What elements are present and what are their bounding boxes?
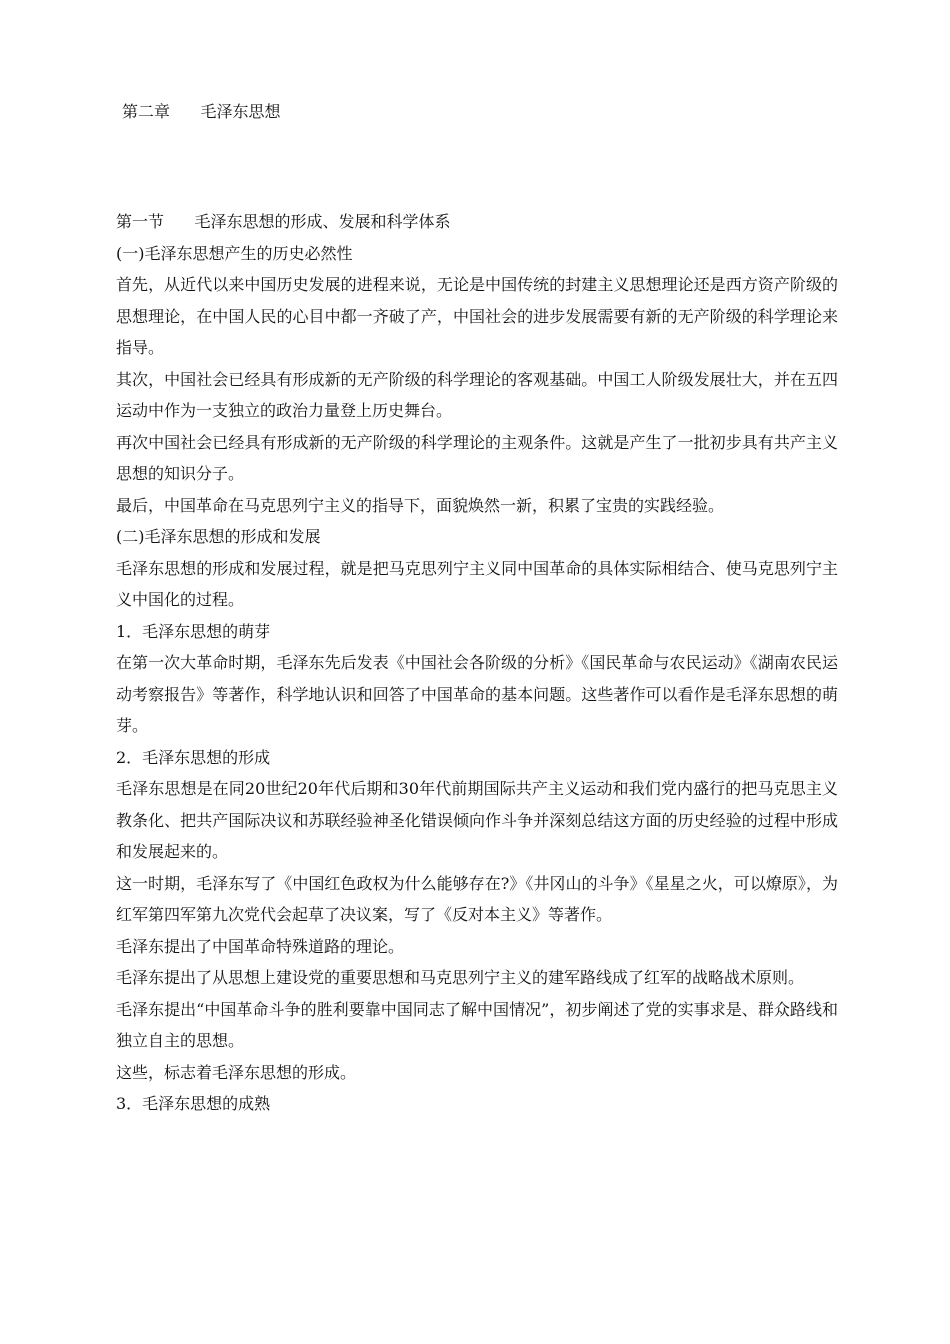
paragraph: 毛泽东思想是在同20世纪20年代后期和30年代前期国际共产主义运动和我们党内盛行的把马克思主义教条化、把共产国际决议和苏联经验神圣化错误倾向作斗争并深刻总结这方面的历史经验的过程中形成和发展起来的。 (116, 779, 838, 861)
paragraph: 最后，中国革命在马克思列宁主义的指导下，面貌焕然一新，积累了宝贵的实践经验。 (116, 495, 725, 515)
section-title: 第一节 毛泽东思想的形成、发展和科学体系 (116, 212, 451, 231)
numbered-heading: 3．毛泽东思想的成熟 (116, 1094, 271, 1113)
numbered-heading: 1．毛泽东思想的萌芽 (116, 621, 271, 641)
chapter-title: 第二章 毛泽东思想 (122, 102, 281, 121)
subsection-heading: (二)毛泽东思想的形成和发展 (116, 527, 321, 546)
paragraph: 毛泽东思想的形成和发展过程，就是把马克思列宁主义同中国革命的具体实际相结合、使马克思列宁主义中国化的过程。 (116, 558, 838, 609)
subsection-heading: (一)毛泽东思想产生的历史必然性 (116, 243, 353, 263)
paragraph: 毛泽东提出了中国革命特殊道路的理论。 (116, 936, 405, 956)
paragraph: 毛泽东提出了从思想上建设党的重要思想和马克思列宁主义的建军路线成了红军的战略战术原则。 (116, 968, 805, 987)
paragraph: 首先，从近代以来中国历史发展的进程来说，无论是中国传统的封建主义思想理论还是西方资产阶级的思想理论，在中国人民的心目中都一齐破了产，中国社会的进步发展需要有新的无产阶级的科学理论来指导。 (116, 275, 838, 357)
document-body (116, 206, 838, 1120)
paragraph: 其次，中国社会已经具有形成新的无产阶级的科学理论的客观基础。中国工人阶级发展壮大，并在五四运动中作为一支独立的政治力量登上历史舞台。 (116, 369, 838, 420)
paragraph: 在第一次大革命时期，毛泽东先后发表《中国社会各阶级的分析》《国民革命与农民运动》《湖南农民运动考察报告》等著作，科学地认识和回答了中国革命的基本问题。这些著作可以看作是毛泽东思想的萌芽。 (116, 653, 838, 735)
paragraph: 这些，标志着毛泽东思想的形成。 (116, 1062, 357, 1082)
paragraph: 再次中国社会已经具有形成新的无产阶级的科学理论的主观条件。这就是产生了一批初步具有共产主义思想的知识分子。 (116, 432, 838, 483)
paragraph: 这一时期，毛泽东写了《中国红色政权为什么能够存在?》《井冈山的斗争》《星星之火，可以燎原》，为红军第四军第九次党代会起草了决议案，写了《反对本主义》等著作。 (116, 873, 838, 924)
paragraph: 毛泽东提出“中国革命斗争的胜利要靠中国同志了解中国情况”，初步阐述了党的实事求是、群众路线和独立自主的思想。 (116, 999, 838, 1050)
numbered-heading: 2．毛泽东思想的形成 (116, 747, 271, 767)
